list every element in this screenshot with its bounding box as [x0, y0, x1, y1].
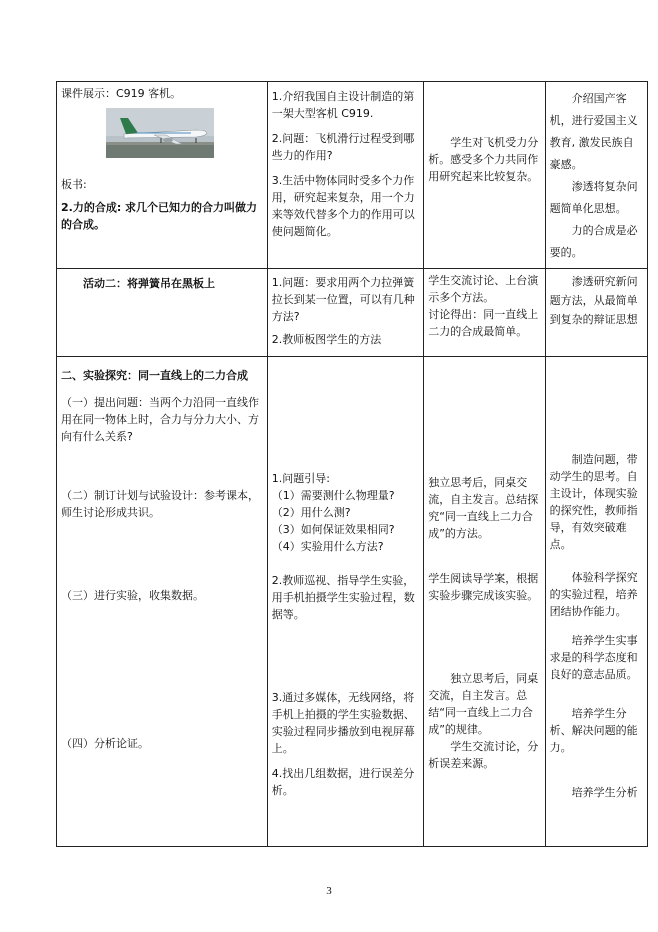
teacher-item-3: 3.生活中物体同时受多个力作用，研究起来复杂，用一个力来等效代替多个力的作用可以使问题简化。 — [271, 174, 415, 238]
student-activity-cell — [424, 269, 545, 357]
intent-item-1: 介绍国产客机，进行爱国主义教育, 激发民族自豪感。 — [549, 92, 638, 171]
teacher-activity-cell — [267, 269, 424, 357]
table-row — [57, 82, 648, 269]
student-item-2: 学生阅读导学案，根据实验步骤完成该实验。 — [428, 572, 539, 602]
c919-airplane-image — [106, 108, 214, 158]
design-intent-cell — [545, 269, 647, 357]
teacher-activity-cell — [267, 82, 424, 269]
intent-item-3: 力的合成是必要的。 — [549, 224, 638, 259]
teacher-item-2: 2.教师巡视、指导学生实验，用手机拍摄学生实验过程，数据等。 — [271, 574, 415, 621]
teaching-content-cell — [57, 82, 268, 269]
teacher-item-2: 2.问题：飞机滑行过程受到哪些力的作用? — [271, 132, 415, 162]
board-label: 板书: — [61, 178, 87, 191]
guiding-question-3: （3）如何保证效果相同? — [271, 523, 395, 536]
student-item-4: 学生交流讨论，分析误差来源。 — [428, 740, 539, 770]
student-item-1: 独立思考后，同桌交流，自主发言。总结探究“同一直线上二力合成”的方法。 — [428, 476, 539, 540]
guiding-questions-title: 1.问题引导: — [271, 472, 330, 485]
table-row — [57, 269, 648, 357]
student-item-3: 独立思考后，同桌交流，自主发言。总结“同一直线上二力合成”的规律。 — [428, 672, 539, 736]
student-activity-cell — [424, 82, 545, 269]
page-number: 3 — [326, 885, 332, 897]
teacher-activity-cell — [267, 357, 424, 847]
guiding-question-4: （4）实验用什么方法? — [271, 540, 384, 553]
teaching-content-cell — [57, 357, 268, 847]
teacher-item-3: 3.通过多媒体，无线网络，将手机上拍摄的学生实验数据、实验过程同步播放到电视屏幕上。 — [271, 691, 415, 755]
experiment-heading: 二、实验探究：同一直线上的二力合成 — [61, 369, 248, 382]
design-intent-cell — [545, 82, 647, 269]
teacher-item-2: 2.教师板图学生的方法 — [271, 333, 382, 346]
step-4-text: （四）分析论证。 — [61, 737, 149, 750]
intent-item-3: 培养学生实事求是的科学态度和良好的意志品质。 — [549, 634, 638, 681]
guiding-question-2: （2）用什么测? — [271, 506, 351, 519]
table-row — [57, 357, 648, 847]
activity-two-title: 活动二：将弹簧吊在黑板上 — [83, 277, 215, 290]
intent-item-4: 培养学生分析、解决问题的能力。 — [549, 707, 638, 754]
intent-item-5: 培养学生分析 — [571, 786, 638, 799]
student-text: 学生对飞机受力分析。感受多个力共同作用研究起来比较复杂。 — [428, 136, 539, 183]
intent-item-2: 体验科学探究的实验过程，培养团结协作能力。 — [549, 571, 638, 618]
student-item-2: 讨论得出：同一直线上二力的合成最简单。 — [428, 308, 539, 338]
teacher-item-4: 4.找出几组数据，进行误差分析。 — [271, 767, 415, 797]
intent-item-2: 渗透将复杂问题简单化思想。 — [549, 180, 638, 215]
teacher-item-1: 1.问题：要求用两个力拉弹簧拉长到某一位置，可以有几种方法? — [271, 276, 415, 323]
step-3-text: （三）进行实验，收集数据。 — [61, 589, 204, 602]
student-item-1: 学生交流讨论、上台演示多个方法。 — [428, 274, 539, 304]
design-intent-cell — [545, 357, 647, 847]
guiding-question-1: （1）需要测什么物理量? — [271, 489, 395, 502]
intent-item-1: 制造问题，带动学生的思考。自主设计，体现实验的探究性，教师指导，有效突破难点。 — [549, 453, 638, 551]
step-1-text: （一）提出问题：当两个力沿同一直线作用在同一物体上时，合力与分力大小、方向有什么关系? — [61, 396, 259, 443]
intent-text: 渗透研究新问题方法，从最简单到复杂的辩证思想 — [549, 275, 638, 326]
board-text: 2.力的合成: 求几个已知力的合力叫做力的合成。 — [61, 201, 258, 231]
student-activity-cell — [424, 357, 545, 847]
teaching-content-cell — [57, 269, 268, 357]
lesson-plan-table — [56, 81, 648, 847]
step-2-text: （二）制订计划与试验设计：参考课本，师生讨论形成共识。 — [61, 489, 259, 519]
courseware-text: 课件展示：C919 客机。 — [61, 87, 182, 100]
teacher-item-1: 1.介绍我国自主设计制造的第一架大型客机 C919. — [271, 90, 415, 120]
